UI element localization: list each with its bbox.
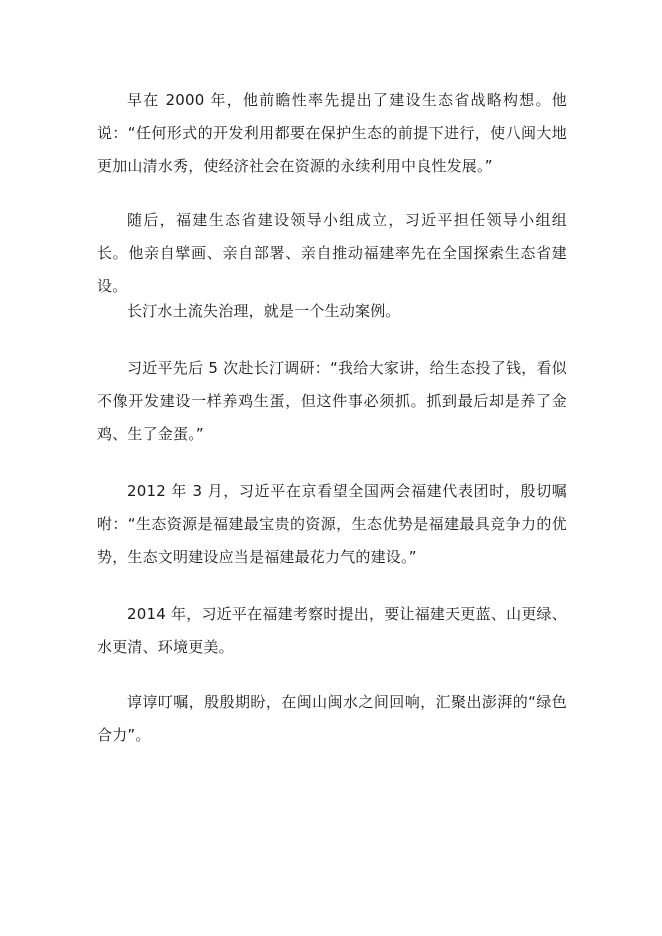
paragraph-7: 谆谆叮嘱，殷殷期盼，在闽山闽水之间回响，汇聚出澎湃的“绿色合力”。	[97, 693, 567, 744]
paragraph-2: 随后，福建生态省建设领导小组成立，习近平担任领导小组组长。他亲自擘画、亲自部署、亲自推动福建率先在全国探索生态省建设。	[97, 211, 567, 295]
paragraph-4: 习近平先后 5 次赴长汀调研：“我给大家讲，给生态投了钱，看似不像开发建设一样养鸡生蛋，但这件事必须抓。抓到最后却是养了金鸡、生了金蛋。”	[97, 359, 567, 443]
paragraph-1: 早在 2000 年，他前瞻性率先提出了建设生态省战略构想。他说：“任何形式的开发利用都要在保护生态的前提下进行，使八闽大地更加山清水秀，使经济社会在资源的永续利用中良性发展。”	[97, 91, 567, 175]
paragraph-6: 2014 年，习近平在福建考察时提出，要让福建天更蓝、山更绿、水更清、环境更美。	[97, 605, 567, 656]
paragraph-3: 长汀水土流失治理，就是一个生动案例。	[127, 302, 401, 320]
paragraph-5: 2012 年 3 月，习近平在京看望全国两会福建代表团时，殷切嘱咐：“生态资源是福建最宝贵的资源，生态优势是福建最具竞争力的优势，生态文明建设应当是福建最花力气的建设。”	[97, 482, 567, 566]
